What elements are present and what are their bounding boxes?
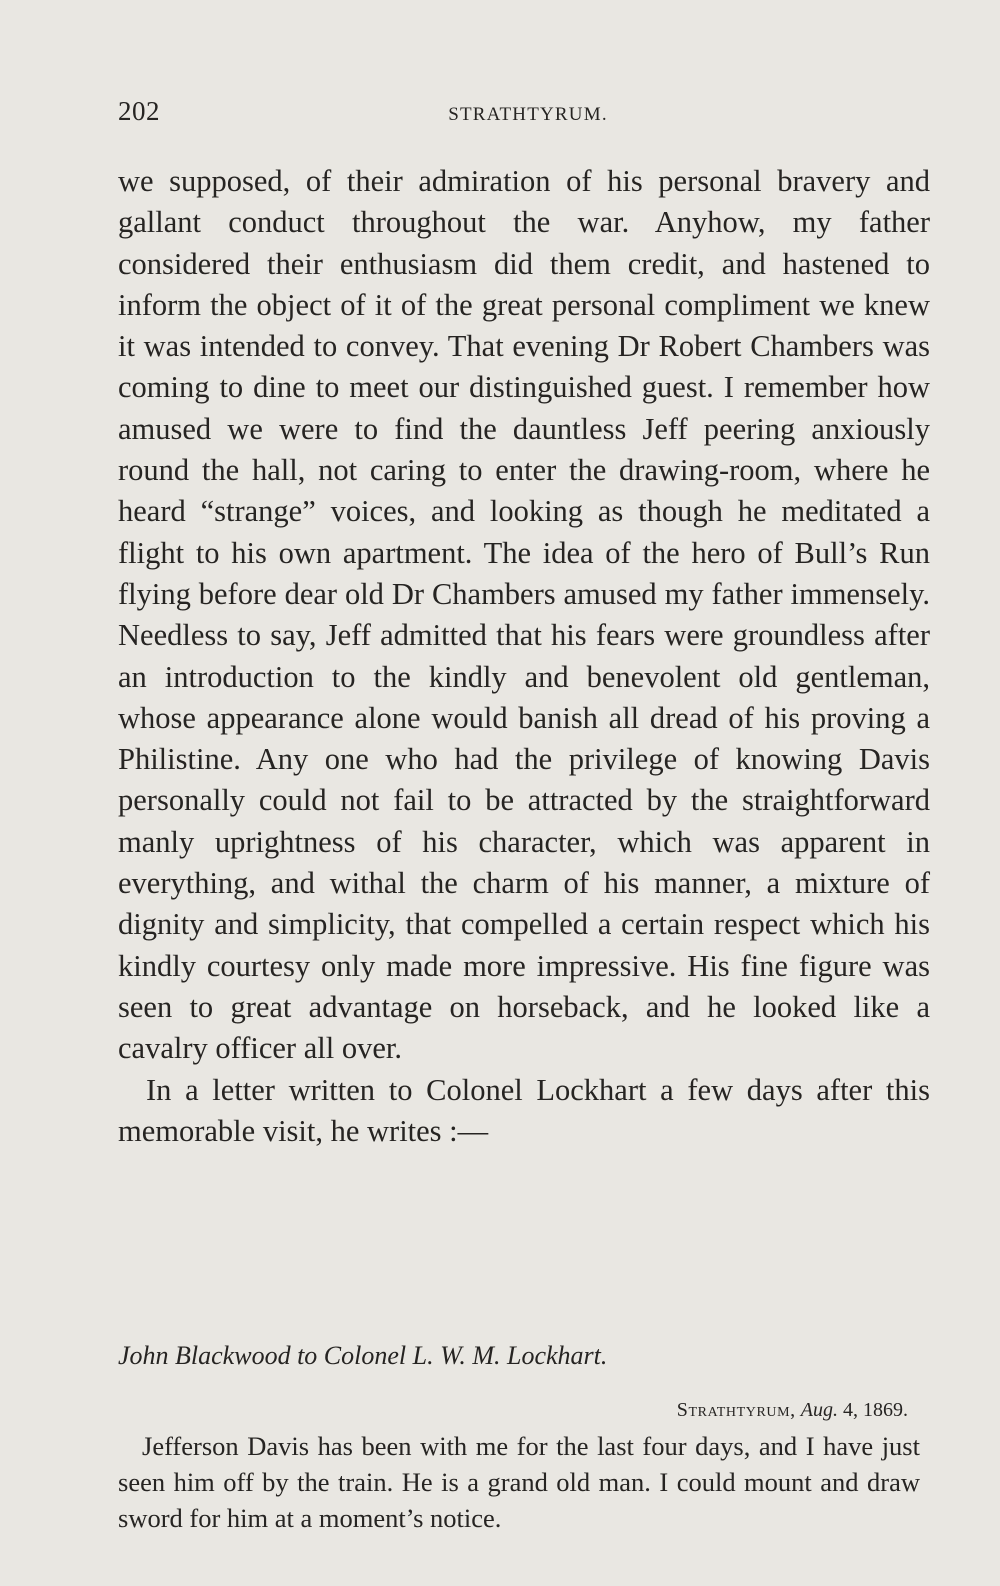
dateline-place: Strathtyrum, bbox=[676, 1399, 796, 1421]
letter-body bbox=[118, 1428, 920, 1536]
page-number: 202 bbox=[118, 96, 160, 126]
paragraph-letter-intro: In a letter written to Colonel Lockhart a few days after this memorable visit, he writes :— bbox=[118, 1072, 930, 1148]
letter-dateline bbox=[118, 1396, 908, 1424]
page-header bbox=[118, 96, 938, 136]
main-text bbox=[118, 161, 930, 1152]
letter-heading: John Blackwood to Colonel L. W. M. Lockhart. bbox=[118, 1341, 608, 1370]
dateline-day-year: 4, 1869. bbox=[843, 1399, 908, 1421]
paragraph-continued: we supposed, of their admiration of his personal bravery and gallant conduct throughout the war. Anyhow, my father considered their enthusiasm did them credit, and hastened to inform the object of it of the great personal compliment we knew it was intended to convey. That evening Dr Robert Chambers was coming to dine to meet our distinguished guest. I remember how amused we were to find the dauntless Jeff peering anxiously round the hall, not caring to enter the drawing-room, where he heard “strange” voices, and looking as though he meditated a flight to his own apartment. The idea of the hero of Bull’s Run flying before dear old Dr Chambers amused my father immensely. Needless to say, Jeff admitted that his fears were groundless after an introduction to the kindly and benevolent old gentleman, whose appearance alone would banish all dread of his proving a Philistine. Any one who had the privilege of knowing Davis personally could not fail to be attracted by the straightforward manly uprightness of his character, which was apparent in everything, and withal the charm of his manner, a mixture of dignity and simplicity, that compelled a certain respect which his kindly courtesy only made more impressive. His fine figure was seen to great advantage on horseback, and he looked like a cavalry officer all over. bbox=[118, 164, 930, 1066]
running-head: STRATHTYRUM. bbox=[448, 104, 608, 125]
letter-text: Jefferson Davis has been with me for the last four days, and I have just seen him off by the train. He is a grand old man. I could mount and draw sword for him at a moment’s notice. bbox=[118, 1431, 920, 1533]
dateline-month: Aug. bbox=[800, 1399, 838, 1421]
